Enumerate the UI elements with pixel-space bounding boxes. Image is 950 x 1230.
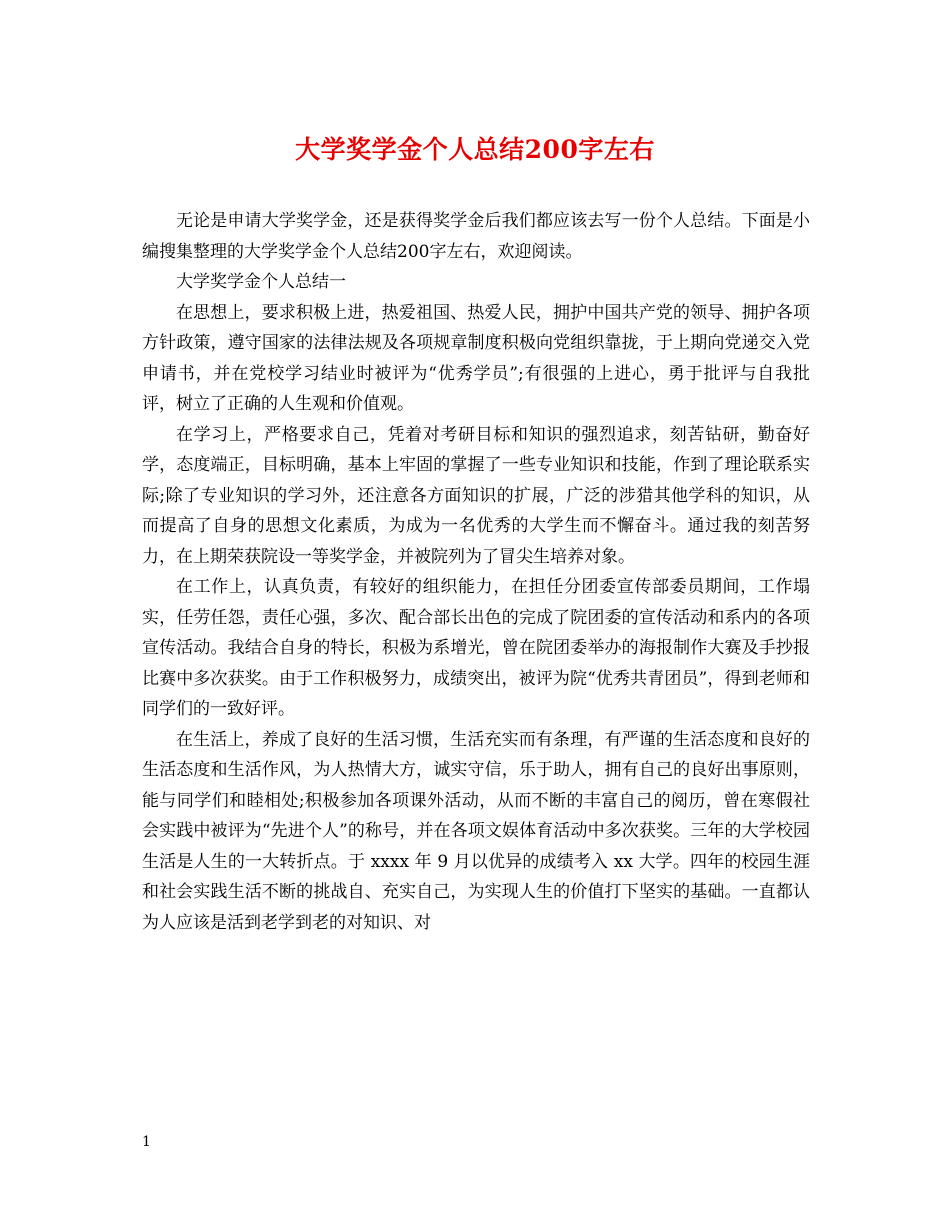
paragraph-thought: 在思想上，要求积极上进，热爱祖国、热爱人民，拥护中国共产党的领导、拥护各项方针政策，遵守国家的法律法规及各项规章制度积极向党组织靠拢，于上期向党递交入党申请书，并在党校学习结业时被评为“优秀学员”;有很强的上进心，勇于批评与自我批评，树立了正确的人生观和价值观。 — [142, 302, 810, 414]
paragraph-work: 在工作上，认真负责，有较好的组织能力，在担任分团委宣传部委员期间，工作塌实，任劳任怨，责任心强，多次、配合部长出色的完成了院团委的宣传活动和系内的各项宣传活动。我结合自身的特长，积极为系增光，曾在院团委举办的海报制作大赛及手抄报比赛中多次获奖。由于工作积极努力，成绩突出，被评为院“优秀共青团员”，得到老师和同学们的一致好评。 — [142, 577, 810, 719]
document-body — [142, 206, 810, 938]
page-number: 1 — [142, 1134, 151, 1150]
document-title: 大学奖学金个人总结200字左右 — [295, 135, 655, 164]
paragraph-intro: 无论是申请大学奖学金，还是获得奖学金后我们都应该去写一份个人总结。下面是小编搜集整理的大学奖学金个人总结200字左右，欢迎阅读。 — [142, 211, 810, 262]
paragraph-life: 在生活上，养成了良好的生活习惯，生活充实而有条理，有严谨的生活态度和良好的生活态度和生活作风，为人热情大方，诚实守信，乐于助人，拥有自己的良好出事原则，能与同学们和睦相处;积极参加各项课外活动，从而不断的丰富自己的阅历，曾在寒假社会实践中被评为“先进个人”的称号，并在各项文娱体育活动中多次获奖。三年的大学校园生活是人生的一大转折点。于 xxxx 年 9 月以优异的成绩考入 xx 大学。四年的校园生涯和社会实践生活不断的挑战自、充实自己，为实现人生的价值打下坚实的基础。一直都认为人应该是活到老学到老的对知识、对 — [142, 729, 810, 933]
paragraph-section-heading: 大学奖学金个人总结一 — [176, 272, 346, 292]
paragraph-study: 在学习上，严格要求自己，凭着对考研目标和知识的强烈追求，刻苦钻研，勤奋好学，态度端正，目标明确，基本上牢固的掌握了一些专业知识和技能，作到了理论联系实际;除了专业知识的学习外，还注意各方面知识的扩展，广泛的涉猎其他学科的知识，从而提高了自身的思想文化素质，为成为一名优秀的大学生而不懈奋斗。通过我的刻苦努力，在上期荣获院设一等奖学金，并被院列为了冒尖生培养对象。 — [142, 424, 810, 567]
